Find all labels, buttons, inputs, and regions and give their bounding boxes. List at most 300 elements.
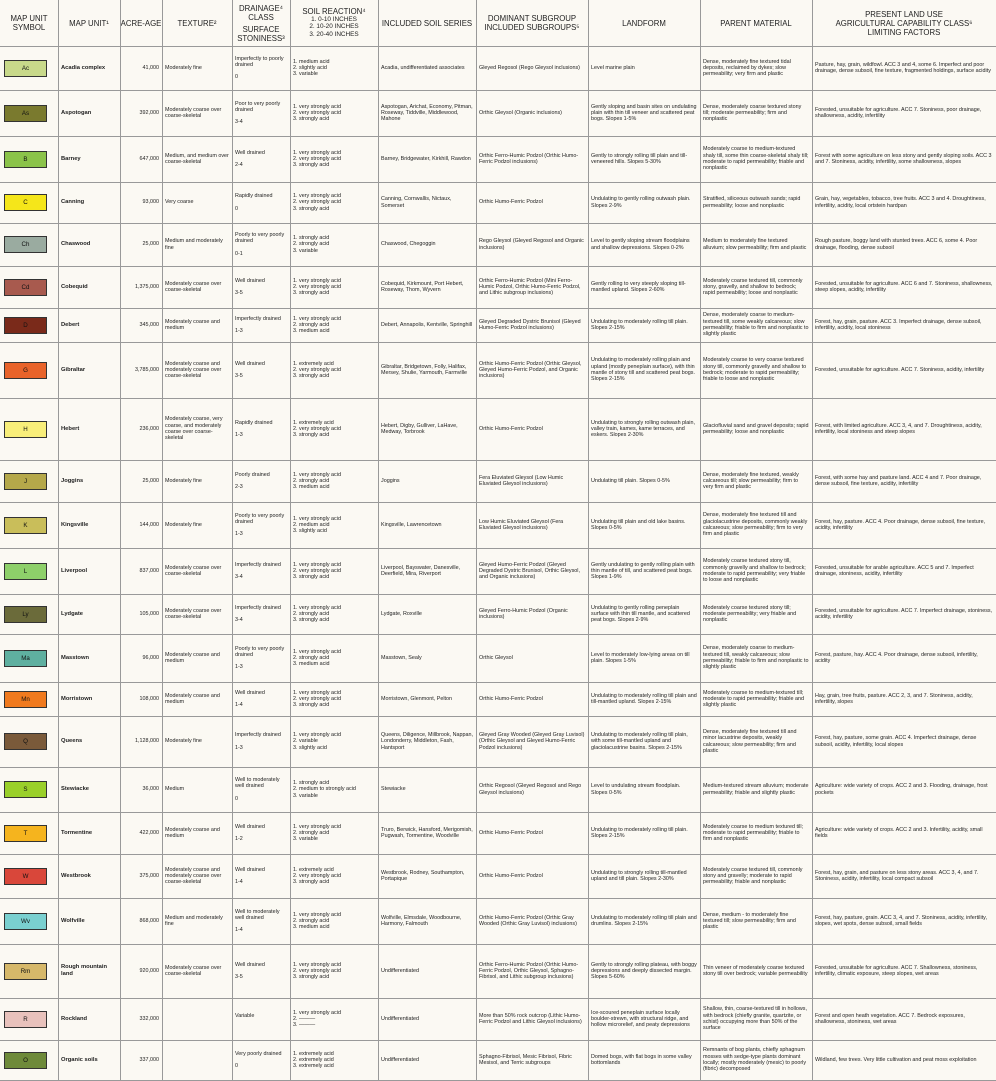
soil-reaction-depth-2: 2. slightly acid [293,64,327,71]
header-reaction-depth2: 2. 10-20 INCHES [309,23,359,30]
included-soil-series: Westbrook, Rodney, Southampton, Portapique [381,869,465,882]
landform-value: Level to undulating stream floodplain. Slopes 0-5% [591,783,681,796]
parent-material-value: Dense, moderately fine textured till and glaciolacustrine deposits, commonly weakly calcareous; slow permeability; firm to very firm and plastic [703,512,808,538]
drainage-class: Poorly to very poorly drained [235,232,285,245]
soil-reaction-depth-1: 1. very strongly acid [293,823,341,830]
drainage-cell [232,266,290,308]
texture-value [162,998,232,1040]
soil-reaction-depth-2: 2. medium acid [293,521,330,528]
soil-reaction-depth-2: 2. strongly acid [293,477,330,484]
soil-reaction-cell [290,90,378,136]
map-unit-symbol-swatch: C [4,194,47,211]
drainage-cell [232,136,290,182]
parent-material-value: Thin veneer of moderately coarse textured stony till over bedrock; variable permeability [703,964,808,977]
soil-reaction-depth-3: 3. strongly acid [293,974,330,981]
map-unit-symbol-swatch: R [4,1011,47,1028]
parent-material-value: Dense, moderately fine textured till and minor lacustrine deposits, weakly calcareous; slow permeability; firm and plastic [703,728,797,754]
soil-reaction-depth-3: 3. medium acid [293,924,330,931]
soil-reaction-cell [290,308,378,342]
soil-reaction-depth-1: 1. medium acid [293,58,330,65]
soil-reaction-cell [290,342,378,398]
acreage-value: 337,000 [139,1056,159,1063]
soil-reaction-depth-1: 1. very strongly acid [293,149,341,156]
map-unit-name: Joggins [61,477,84,484]
drainage-cell [232,854,290,898]
texture-value: Moderately coarse over coarse-skeletal [165,964,222,977]
drainage-class: Very poorly drained [235,1050,282,1057]
soil-reaction-cell [290,136,378,182]
included-soil-series: Aspotogan, Arichat, Economy, Pitman, Roseway, Tiddville, Middlewood, Mahone [381,103,473,123]
dominant-subgroup: Sphagno-Fibrisol, Mesic Fibrisol, Fibric Mesisol, and Terric subgroups [479,1053,572,1066]
soil-reaction-depth-2: 2. strongly acid [293,610,330,617]
soil-reaction-cell [290,634,378,682]
drainage-class: Poor to very poorly drained [235,100,281,113]
present-land-use-value: Forest, hay, pasture, some grain. ACC 4. Imperfect drainage, dense subsoil, acidity, infertility, local slopes [815,735,977,748]
map-unit-symbol-swatch: O [4,1052,47,1069]
texture-value: Moderately coarse and medium [165,692,220,705]
surface-stoniness: 1-3 [235,531,243,538]
landform-value: Undulating to gently rolling peneplain surface with thin till mantle, and scattered peat bogs. Slopes 2-9% [591,604,690,624]
drainage-cell [232,998,290,1040]
landform-value: Level to moderately low-lying areas on till plain. Slopes 1-5% [591,651,690,664]
dominant-subgroup: Orthic Humo-Ferric Podzol [479,199,543,206]
soil-reaction-cell [290,46,378,90]
soil-reaction-depth-1: 1. very strongly acid [293,103,341,110]
map-unit-name: Liverpool [61,567,88,574]
included-soil-series: Stewiacke [381,786,406,793]
soil-reaction-depth-2: 2. very strongly acid [293,425,341,432]
surface-stoniness: 1-4 [235,879,243,885]
included-soil-series: Undifferentiated [381,967,419,974]
landform-value: Undulating to moderately rolling till plain and till-mantled upland. Slopes 2-15% [591,692,697,705]
soil-reaction-cell [290,716,378,767]
table-row [0,308,996,342]
table-row [0,716,996,767]
soil-reaction-depth-3: 3. medium acid [293,661,330,668]
table-row [0,398,996,460]
map-unit-name: Masstown [61,654,90,661]
soil-reaction-depth-3: 3. strongly acid [293,879,330,886]
map-unit-name: Gibraltar [61,366,86,373]
texture-value: Moderately coarse and moderately coarse over coarse-skeletal [165,360,222,380]
map-unit-name: Rockland [61,1015,88,1022]
header-reaction-title: SOIL REACTION⁴ [302,7,366,16]
drainage-cell [232,594,290,634]
map-unit-symbol-swatch: Q [4,733,47,750]
included-soil-series: Acadia, undifferentiated associates [381,64,465,71]
drainage-class: Well drained [235,961,265,968]
map-unit-name: Acadia complex [61,64,106,71]
soil-reaction-depth-3: 3. strongly acid [293,373,330,380]
map-unit-name: Hebert [61,425,80,432]
soil-reaction-depth-1: 1. strongly acid [293,235,330,242]
present-land-use-value: Forest, with limited agriculture. ACC 3, 4, and 7. Droughtiness, acidity, infertility, local stoniness and steep slopes [815,422,982,435]
drainage-class: Imperfectly drained [235,604,281,611]
drainage-cell [232,398,290,460]
soil-reaction-depth-1: 1. very strongly acid [293,604,341,611]
map-unit-symbol-swatch: B [4,151,47,168]
surface-stoniness: 3-4 [235,574,243,580]
drainage-cell [232,308,290,342]
surface-stoniness: 0 [235,1063,238,1069]
header-reaction-depth3: 3. 20-40 INCHES [309,30,359,38]
included-soil-series: Gibraltar, Bridgetown, Folly, Halifax, Mersey, Shulie, Yarmouth, Farmville [381,363,467,376]
parent-material-value: Moderately coarse to medium textured till; moderate to rapid permeability; friable to firm and nonplastic [703,823,804,843]
table-row [0,548,996,594]
soil-reaction-cell [290,1040,378,1080]
soil-reaction-cell [290,898,378,944]
surface-stoniness: 1-3 [235,432,243,438]
included-soil-series: Wolfville, Elmsdale, Woodbourne, Harmony, Falmouth [381,914,462,927]
drainage-class: Imperfectly drained [235,561,281,568]
texture-value: Moderately fine [165,738,202,745]
map-unit-name: Stewiacke [61,786,90,793]
map-unit-name: Kingsville [61,521,89,528]
present-land-use-value: Hay, grain, tree fruits, pasture. ACC 2, 3, and 7. Stoniness, acidity, infertility, slopes [815,692,973,705]
acreage-value: 868,000 [139,917,159,924]
soil-reaction-depth-1: 1. extremely acid [293,1050,334,1057]
soil-reaction-cell [290,812,378,854]
soil-reaction-depth-1: 1. extremely acid [293,419,334,426]
soil-reaction-cell [290,223,378,266]
drainage-class: Imperfectly to poorly drained [235,55,284,68]
soil-reaction-cell [290,594,378,634]
texture-value: Medium, and medium over coarse-skeletal [165,152,229,165]
included-soil-series: Cobequid, Kirkmount, Port Hebert, Roseway, Thom, Wyvern [381,280,464,293]
acreage-value: 96,000 [142,654,159,661]
landform-value: Undulating to moderately rolling till plain. Slopes 2-15% [591,318,688,331]
drainage-class: Well drained [235,149,265,156]
header-acreage: ACRE-AGE [120,18,162,28]
soil-reaction-cell [290,502,378,548]
parent-material-value: Remnants of bog plants, chiefly sphagnum mosses with sedge-type plants dominant locally; mostly moderately (mesic) to poorly (fibric) decomposed [703,1047,807,1073]
dominant-subgroup: Orthic Ferro-Humic Podzol (Mini Ferro-Humic Podzol, Orthic Humo-Ferric Podzol, and Lithic subgroup inclusions) [479,277,581,297]
landform-value: Undulating to moderately rolling till plain. Slopes 2-15% [591,826,688,839]
drainage-class: Rapidly drained [235,419,273,426]
soil-reaction-depth-3: 3. variable [293,71,318,78]
included-soil-series: Hebert, Digby, Gulliver, LaHave, Medway, Torbrook [381,422,458,435]
landform-value: Gently undulating to gently rolling plain with thin mantle of till, and scattered peat bogs. Slopes 1-9% [591,561,695,581]
soil-reaction-depth-3: 3. slightly acid [293,744,327,751]
drainage-cell [232,46,290,90]
table-row [0,223,996,266]
soil-reaction-depth-2: 2. ——— [293,1015,316,1022]
dominant-subgroup: Low Humic Eluviated Gleysol (Fera Eluviated Gleysol inclusions) [479,518,564,531]
included-soil-series: Lydgate, Roxville [381,610,422,617]
acreage-value: 36,000 [142,786,159,793]
parent-material-value: Glaciofluvial sand and gravel deposits; rapid permeability; loose and nonplastic [703,422,809,435]
map-unit-symbol-swatch: Ch [4,236,47,253]
surface-stoniness: 3-5 [235,974,243,980]
header-land-use-title: PRESENT LAND USE [865,9,943,19]
map-unit-name: Queens [61,738,83,745]
soil-reaction-cell [290,767,378,812]
soil-reaction-depth-2: 2. strongly acid [293,321,330,328]
landform-value: Ice-scoured peneplain surface locally boulder-strewn, with structural ridge, and hollow microrelief, and peaty depressions [591,1009,690,1029]
landform-value: Gently sloping and basin sites on undulating plain with thin till veneer and scattered peat bogs. Slopes 1-5% [591,103,697,123]
map-unit-symbol-swatch: W [4,868,47,885]
drainage-class: Poorly to very poorly drained [235,512,285,525]
header-limiting-factors: LIMITING FACTORS [867,27,941,37]
present-land-use-value: Forested, unsuitable for arable agriculture. ACC 5 and 7. Imperfect drainage, stoniness, acidity, infertility [815,564,974,577]
acreage-value: 41,000 [142,64,159,71]
landform-value: Undulating to strongly rolling till-mantled upland and till plain. Slopes 2-30% [591,869,687,882]
map-unit-symbol-swatch: T [4,825,47,842]
soil-reaction-depth-1: 1. very strongly acid [293,193,341,200]
landform-value: Undulating to moderately rolling till plain and drumlins. Slopes 2-15% [591,914,697,927]
parent-material-value: Dense, moderately coarse textured stony till; moderate permeability; firm and nonplastic [703,103,802,123]
header-dominant-subgroup: DOMINANT SUBGROUP [487,14,577,23]
texture-value: Moderately fine [165,64,202,71]
included-soil-series: Liverpool, Bayswater, Danesville, Deerfield, Mira, Riverport [381,564,461,577]
surface-stoniness: 1-3 [235,744,243,751]
surface-stoniness: 3-4 [235,617,243,623]
header-agri-class: AGRICULTURAL CAPABILITY CLASS⁶ [835,18,973,28]
drainage-cell [232,634,290,682]
soil-reaction-depth-1: 1. very strongly acid [293,732,341,739]
texture-value: Moderately coarse and moderately coarse over coarse-skeletal [165,866,222,886]
dominant-subgroup: Gleyed Humo-Ferric Podzol (Gleyed Degraded Dystric Brunisol, Orthic Gleysol, and Organic inclusions) [479,561,580,581]
landform-value: Level to gently sloping stream floodplains and shallow depressions. Slopes 0-2% [591,238,690,251]
soil-reaction-depth-3: 3. strongly acid [293,574,330,581]
present-land-use-value: Forested, unsuitable for agriculture. ACC 7. Shallowness, stoniness, infertility, climatic exposure, steep slopes, wet areas [815,964,978,977]
present-land-use-value: Forested, unsuitable for agriculture. ACC 6 and 7. Stoniness, shallowness, steep slopes, acidity, infertility [815,280,993,293]
drainage-class: Imperfectly drained [235,732,281,739]
header-map-unit: MAP UNIT¹ [69,18,109,28]
parent-material-value: Moderately coarse textured stony till; moderate permeability; very friable and nonplastic [703,604,797,624]
soil-reaction-cell [290,548,378,594]
texture-value: Medium [165,786,185,793]
acreage-value: 144,000 [139,521,159,528]
drainage-cell [232,182,290,223]
soil-reaction-depth-3: 3. variable [293,247,318,254]
map-unit-symbol-swatch: S [4,781,47,798]
drainage-cell [232,90,290,136]
map-unit-name: Tormentine [61,829,93,836]
soil-reaction-depth-1: 1. very strongly acid [293,961,341,968]
acreage-value: 25,000 [142,477,159,484]
map-unit-symbol-swatch: As [4,105,47,122]
drainage-class: Well drained [235,823,265,830]
surface-stoniness: 3-5 [235,290,243,296]
table-row [0,266,996,308]
soil-reaction-depth-1: 1. very strongly acid [293,515,341,522]
landform-value: Undulating to moderately rolling till plain, with some till-mantled upland and glaciolacustrine basins. Slopes 2-15% [591,732,688,751]
present-land-use-value: Grain, hay, vegetables, tobacco, tree fruits. ACC 3 and 4. Droughtiness, infertility, acidity, local ortstein hardpan [815,196,986,209]
acreage-value: 345,000 [139,321,159,328]
soil-reaction-depth-3: 3. variable [293,836,318,843]
drainage-cell [232,944,290,998]
table-header [0,0,996,46]
table-row [0,594,996,634]
present-land-use-value: Forest with some agriculture on less stony and gently sloping soils. ACC 3 and 7. Stoniness, acidity, infertility, some shallowness, slopes [815,152,992,165]
surface-stoniness: 3-4 [235,119,243,126]
soil-reaction-depth-2: 2. strongly acid [293,241,330,248]
soil-reaction-depth-1: 1. very strongly acid [293,648,341,655]
map-unit-name: Aspotogan [61,109,92,116]
landform-value: Gently rolling to very steeply sloping till-mantled upland. Slopes 2-60% [591,280,686,293]
parent-material-value: Dense, moderately fine textured tidal deposits, reclaimed by dykes; slow permeability; very firm and plastic [703,58,791,78]
map-unit-name: Organic soils [61,1056,98,1063]
drainage-cell [232,502,290,548]
table-row [0,136,996,182]
soil-reaction-depth-2: 2. very strongly acid [293,283,341,290]
soil-reaction-depth-1: 1. very strongly acid [293,315,341,322]
soil-reaction-depth-1: 1. extremely acid [293,360,334,367]
parent-material-value: Dense, medium - to moderately fine textured till; slow permeability; firm and plastic [703,911,796,931]
soil-reaction-cell [290,460,378,502]
soil-reaction-depth-1: 1. very strongly acid [293,277,341,284]
surface-stoniness: 3-5 [235,373,243,379]
table-row [0,342,996,398]
map-unit-symbol-swatch: Ly [4,606,47,623]
table-row [0,812,996,854]
map-unit-symbol-swatch: J [4,473,47,490]
texture-value: Medium and moderately fine [165,238,223,251]
soil-reaction-depth-3: 3. strongly acid [293,205,330,212]
map-unit-name: Morristown [61,695,93,702]
soil-reaction-depth-2: 2. very strongly acid [293,366,341,373]
landform-value: Gently to strongly rolling till plain and till-veneered hills. Slopes 5-30% [591,152,688,165]
included-soil-series: Masstown, Sealy [381,654,422,661]
table-row [0,682,996,716]
surface-stoniness: 0 [235,205,238,212]
acreage-value: 837,000 [139,567,159,574]
header-drainage [232,0,290,46]
drainage-cell [232,682,290,716]
map-unit-symbol-swatch: Ma [4,650,47,667]
drainage-class: Rapidly drained [235,193,273,200]
map-unit-symbol-swatch: H [4,421,47,438]
acreage-value: 920,000 [139,967,159,974]
present-land-use-value: Agriculture: wide variety of crops. ACC 2 and 3. Flooding, drainage, frost pockets [815,783,988,796]
dominant-subgroup: Rego Gleysol (Gleyed Regosol and Organic inclusions) [479,238,584,251]
soil-reaction-depth-2: 2. very strongly acid [293,967,341,974]
soil-reaction-depth-2: 2. very strongly acid [293,567,341,574]
soil-reaction-cell [290,682,378,716]
table-row [0,46,996,90]
parent-material-value: Stratified, siliceous outwash sands; rapid permeability; loose and nonplastic [703,196,801,209]
parent-material-value: Medium to moderately fine textured alluvium; slow permeability; firm and plastic [703,238,807,251]
header-landform: LANDFORM [622,18,666,28]
drainage-class: Poorly to very poorly drained [235,645,285,658]
map-unit-name: Wolfville [61,917,85,924]
surface-stoniness: 1-3 [235,328,243,334]
landform-value: Undulating to moderately rolling plain and upland (mostly peneplain surface), with thin mantle of stony till and scattered peat bogs. Slopes 2-15% [591,357,695,383]
landform-value: Undulating till plain. Slopes 0-5% [591,477,670,484]
table-row [0,998,996,1040]
soil-reaction-depth-1: 1. strongly acid [293,780,330,787]
soil-reaction-cell [290,998,378,1040]
soil-reaction-cell [290,266,378,308]
table-row [0,90,996,136]
landform-value: Level marine plain [591,64,635,71]
acreage-value: 93,000 [142,199,159,206]
soil-reaction-depth-2: 2. very strongly acid [293,109,341,116]
soil-reaction-depth-3: 3. ——— [293,1022,316,1029]
texture-value: Moderately coarse, very coarse, and moderately coarse over coarse-skeletal [165,416,223,442]
present-land-use-value: Wildland, few trees. Very little cultivation and peat moss exploitation [815,1056,977,1063]
acreage-value: 422,000 [139,829,159,836]
acreage-value: 108,000 [139,695,159,702]
soil-reaction-cell [290,854,378,898]
drainage-cell [232,812,290,854]
soil-reaction-depth-3: 3. medium acid [293,484,330,491]
surface-stoniness: 1-2 [235,836,243,842]
present-land-use-value: Pasture, hay, grain, wildfowl. ACC 3 and 4, some 6. Imperfect and poor drainage, dense subsoil, fine texture, fragmented holdings, surface acidity [815,61,991,74]
texture-value: Moderately coarse over coarse-skeletal [165,607,222,620]
dominant-subgroup: Orthic Humo-Ferric Podzol [479,829,543,836]
soil-reaction-cell [290,398,378,460]
texture-value: Moderately coarse and medium [165,826,220,839]
soil-reaction-depth-2: 2. strongly acid [293,917,330,924]
map-unit-name: Barney [61,155,81,162]
map-unit-name: Chaswood [61,241,91,248]
parent-material-value: Moderately coarse to medium-textured till; moderate to rapid permeability; friable and slightly plastic [703,689,804,709]
texture-value: Moderately coarse over coarse-skeletal [165,280,222,293]
landform-value: Undulating till plain and old lake basins. Slopes 0-5% [591,518,686,531]
included-soil-series: Morristown, Glenmont, Pelton [381,695,453,702]
soil-reaction-depth-1: 1. extremely acid [293,866,334,873]
parent-material-value: Dense, moderately fine textured, weakly calcareous till; slow permeability; firm to very firm and plastic [703,471,799,491]
present-land-use-value: Agriculture: wide variety of crops. ACC 2 and 3. Infertility, acidity, small fields [815,826,983,839]
texture-value: Moderately coarse over coarse-skeletal [165,106,222,119]
texture-value: Moderately coarse over coarse-skeletal [165,564,222,577]
table-row [0,502,996,548]
surface-stoniness: 2-3 [235,484,243,490]
landform-value: Undulating to gently rolling outwash plain. Slopes 2-9% [591,196,691,209]
surface-stoniness: 1-4 [235,702,243,708]
parent-material-value: Moderately coarse to medium-textured shaly till, some thin coarse-skeletal shaly till; moderate to rapid permeability; friable and nonplastic [703,146,809,172]
map-unit-symbol-swatch: Mn [4,691,47,708]
acreage-value: 1,128,000 [135,738,159,745]
drainage-class: Well drained [235,689,265,696]
dominant-subgroup: Orthic Gleysol (Organic inclusions) [479,109,562,116]
drainage-class: Well drained [235,866,265,873]
dominant-subgroup: Orthic Humo-Ferric Podzol [479,695,543,702]
included-soil-series: Joggins [381,477,400,484]
table-row [0,634,996,682]
parent-material-value: Dense, moderately coarse to medium-textured till, some weakly calcareous; slow permeability; friable to firm and nonplastic to slightly plastic [703,312,809,338]
map-unit-symbol-swatch: Rm [4,963,47,980]
header-parent-material: PARENT MATERIAL [720,18,792,28]
table-row [0,767,996,812]
texture-value: Moderately fine [165,521,202,528]
map-unit-name: Lydgate [61,610,84,617]
table-row [0,898,996,944]
soil-reaction-depth-1: 1. very strongly acid [293,1009,341,1016]
header-stoniness: SURFACE STONINESS³ [237,24,285,43]
included-soil-series: Undifferentiated [381,1056,419,1063]
acreage-value: 236,000 [139,425,159,432]
drainage-class: Imperfectly drained [235,315,281,322]
drainage-cell [232,1040,290,1080]
dominant-subgroup: Orthic Gleysol [479,654,513,661]
soil-reaction-depth-2: 2. very strongly acid [293,155,341,162]
soil-reaction-depth-1: 1. very strongly acid [293,689,341,696]
header-map-unit-symbol: MAP UNIT SYMBOL [10,14,48,32]
included-soil-series: Queens, Diligence, Millbrook, Nappan, Londonderry, Middleton, Fash, Hantsport [381,732,473,751]
surface-stoniness: 2-4 [235,162,243,168]
included-soil-series: Canning, Cornwallis, Nictaux, Somerset [381,196,452,209]
soil-reaction-depth-3: 3. strongly acid [293,162,330,169]
surface-stoniness: 0-1 [235,250,243,257]
included-soil-series: Barney, Bridgewater, Kirkhill, Rawdon [381,155,471,162]
drainage-cell [232,898,290,944]
acreage-value: 25,000 [142,241,159,248]
soil-reaction-cell [290,944,378,998]
included-soil-series: Undifferentiated [381,1015,419,1022]
